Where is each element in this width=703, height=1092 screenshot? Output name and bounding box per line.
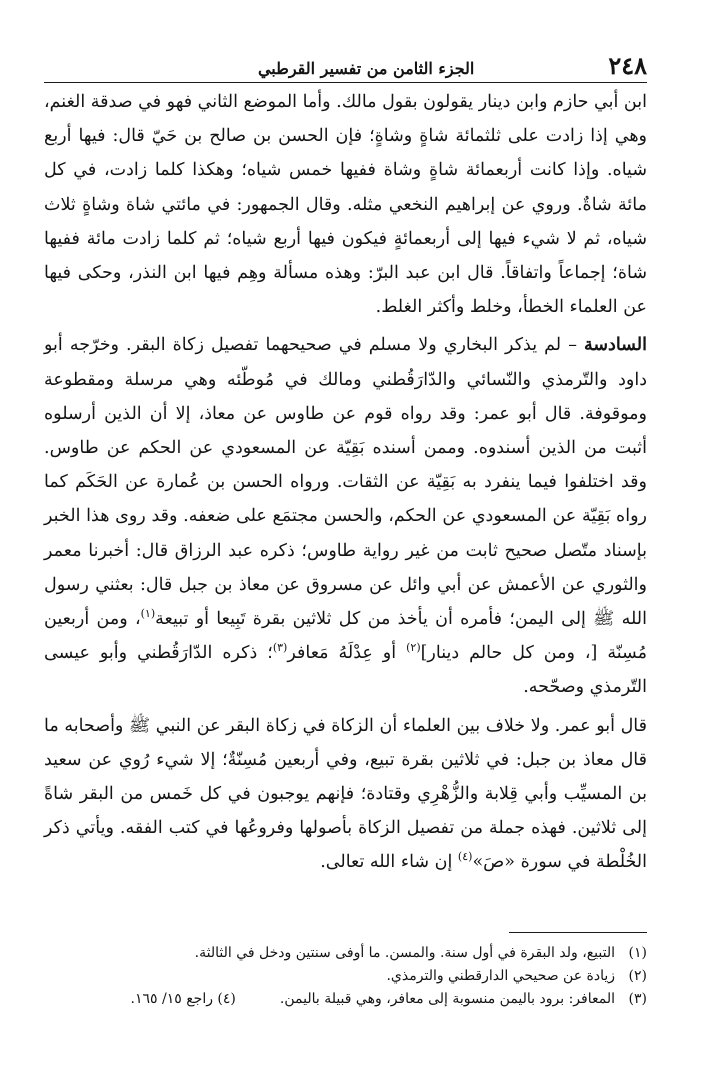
footnote-3-number: (٣) [628, 991, 647, 1007]
footnote-4-text: (٤) راجع ١٥/ ١٦٥. [130, 991, 236, 1007]
footnotes [44, 942, 647, 1011]
page-number: ٢٤٨ [608, 51, 647, 80]
footnote-2-text: زيادة عن صحيحي الدارقطني والترمذي. [386, 968, 615, 984]
running-title: الجزء الثامن من تفسير القرطبي [257, 59, 475, 78]
body-text [44, 85, 647, 880]
footnote-2 [44, 965, 647, 988]
footnote-ref-1[interactable]: (١) [140, 607, 156, 621]
paragraph-1 [44, 85, 647, 324]
paragraph-3 [44, 709, 647, 880]
section-lead-sixth: السادسة [584, 335, 647, 356]
footnote-2-number: (٢) [628, 968, 647, 984]
footnote-3-text: المعافر: برود باليمن منسوبة إلى معافر، وهي قبيلة باليمن. [279, 991, 615, 1007]
paragraph-2-text-1: – لم يذكر البخاري ولا مسلم في صحيحهما تفصيل زكاة البقر. وخرّجه أبو داود والتّرمذي والنّسائي والدّارَقُطني ومالك في مُوطّئه وهي مرسلة ومقطوعة وموقوفة. قال أبو عمر: وقد رواه قوم عن طاوس عن معاذ، إلا أن الذين أرسلوه أثبت من الذين أسندوه. وممن أسنده بَقِيّة عن المسعودي عن الحكم عن طاوس. وقد اختلفوا فيما ينفرد به بَقِيّة عن الثقات. ورواه الحسن بن عُمارة عن الحَكَم كما رواه بَقِيّة عن المسعودي عن الحكم، والحسن مجتمَع على ضعفه. وقد روى هذا الخبر بإسناد متّصل صحيح ثابت من غير رواية طاوس؛ ذكره عبد الرزاق قال: أخبرنا معمر والثوري عن الأعمش عن أبي وائل عن مسروق عن معاذ بن جبل قال: بعثني رسول الله ﷺ إلى اليمن؛ فأمره أن يأخذ من كل ثلاثين بقرة تَبِيعا أو تبيعة [44, 335, 647, 630]
footnote-ref-4[interactable]: (٤) [457, 850, 473, 864]
footnote-1 [44, 942, 647, 965]
paragraph-1-text: ابن أبي حازم وابن دينار يقولون بقول مالك. وأما الموضع الثاني فهو في صدقة الغنم، وهي إذا زادت على ثلثمائة شاةٍ وشاةٍ؛ فإن الحسن بن صالح بن حَيّ قال: فيها أربع شياه. وإذا كانت أربعمائة شاةٍ وشاة ففيها خمس شياه؛ وهكذا كلما زادت، في كل مائة شاةٌ. وروي عن إبراهيم النخعي مثله. وقال الجمهور: في مائتي شاة وشاةٍ ثلاث شياه، ثم لا شيء فيها إلى أربعمائةٍ فيكون فيها أربع شياه؛ ثم كلما زادت مائة ففيها شاة؛ إجماعاً واتفاقاً. قال ابن عبد البرّ: وهذه مسألة وهِم فيها ابن النذر، وحكى فيها عن العلماء الخطأ، وخلط وأكثر الغلط. [44, 92, 647, 318]
paragraph-2-text-4: ؛ ذكره الدّارَقُطني وأبو عيسى التّرمذي وصحّحه. [44, 643, 647, 698]
footnote-ref-2[interactable]: (٢) [406, 641, 421, 655]
paragraph-2-text-2: ، ومن أربعين مُسِنّة [، ومن كل حالم دينار] [44, 609, 647, 664]
footnote-1-number: (١) [628, 945, 647, 961]
footnote-divider [509, 932, 647, 933]
footnote-ref-3[interactable]: (٣) [272, 641, 288, 655]
footnote-1-text: التبيع، ولد البقرة في أول سنة. والمسن. ما أوفى سنتين ودخل في الثالثة. [194, 945, 615, 961]
footnote-3 [44, 988, 647, 1011]
paragraph-3-text-1: قال أبو عمر. ولا خلاف بين العلماء أن الزكاة في زكاة البقر عن النبي ﷺ وأصحابه ما قال معاذ بن جبل: في ثلاثين بقرة تبيع، وفي أربعين مُسِنّةٌ؛ إلا شيء رُوي عن سعيد بن المسيِّب وأبي قِلابة والزُّهْرِي وقتادة؛ فإنهم يوجبون في كل خَمس من البقر شاةً إلى ثلاثين. فهذه جملة من تفصيل الزكاة بأصولها وفروعُها في كتب الفقه. ويأتي ذكر الخُلْطة في سورة «صَ» [44, 715, 647, 873]
paragraph-3-text-2: إن شاء الله تعالى. [320, 852, 458, 873]
page-header [44, 48, 647, 83]
paragraph-2-text-3: أو عِدْلَهُ مَعافر [287, 643, 407, 664]
paragraph-2 [44, 328, 647, 704]
